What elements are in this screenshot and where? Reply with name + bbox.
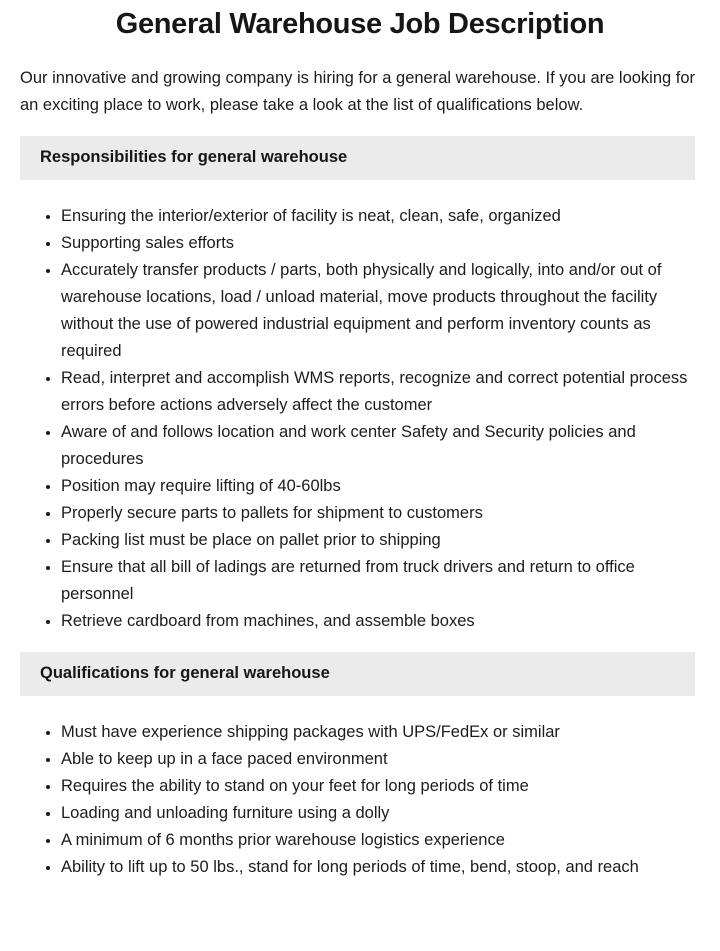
list-item: • Supporting sales efforts bbox=[61, 230, 700, 257]
list-item: • Retrieve cardboard from machines, and assemble boxes bbox=[61, 608, 700, 635]
qualifications-list bbox=[20, 719, 700, 881]
responsibilities-list bbox=[20, 203, 700, 635]
list-item: • A minimum of 6 months prior warehouse logistics experience bbox=[61, 827, 700, 854]
list-item: • Accurately transfer products / parts, both physically and logically, into and/or out of warehouse locations, load / unload material, move products throughout the facility without the use of powered industrial equipment and perform inventory counts as required bbox=[61, 257, 700, 365]
list-item: • Able to keep up in a face paced environment bbox=[61, 746, 700, 773]
list-item: • Properly secure parts to pallets for shipment to customers bbox=[61, 500, 700, 527]
list-item: • Must have experience shipping packages with UPS/FedEx or similar bbox=[61, 719, 700, 746]
section-heading-responsibilities: Responsibilities for general warehouse bbox=[20, 136, 695, 180]
list-item: • Position may require lifting of 40-60lbs bbox=[61, 473, 700, 500]
section-heading-qualifications: Qualifications for general warehouse bbox=[20, 652, 695, 696]
job-description-document bbox=[0, 7, 720, 911]
list-item: • Aware of and follows location and work center Safety and Security policies and procedures bbox=[61, 419, 700, 473]
list-item: • Read, interpret and accomplish WMS reports, recognize and correct potential process errors before actions adversely affect the customer bbox=[61, 365, 700, 419]
list-item: • Requires the ability to stand on your feet for long periods of time bbox=[61, 773, 700, 800]
list-item: • Ability to lift up to 50 lbs., stand for long periods of time, bend, stoop, and reach bbox=[61, 854, 700, 881]
list-item: • Loading and unloading furniture using a dolly bbox=[61, 800, 700, 827]
intro-paragraph: Our innovative and growing company is hiring for a general warehouse. If you are looking for an exciting place to work, please take a look at the list of qualifications below. bbox=[20, 68, 696, 114]
section-qualifications bbox=[20, 652, 700, 881]
list-item: • Packing list must be place on pallet prior to shipping bbox=[61, 527, 700, 554]
list-item: • Ensuring the interior/exterior of facility is neat, clean, safe, organized bbox=[61, 203, 700, 230]
page-title: General Warehouse Job Description bbox=[115, 8, 605, 40]
list-item: • Ensure that all bill of ladings are returned from truck drivers and return to office personnel bbox=[61, 554, 700, 608]
section-responsibilities bbox=[20, 136, 700, 635]
